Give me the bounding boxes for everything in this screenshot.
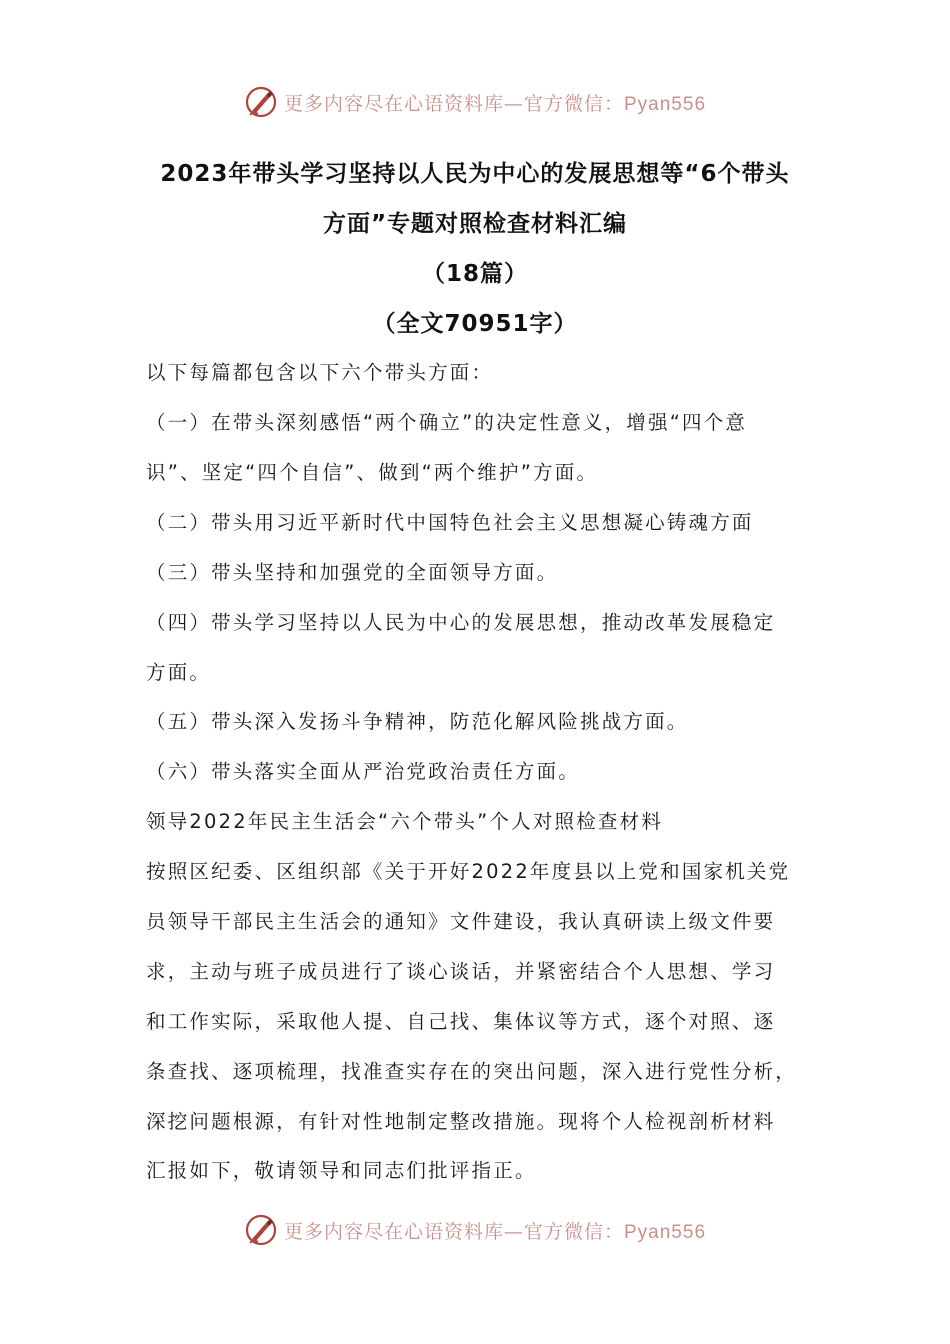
body-line: 领导2022年民主生活会“六个带头”个人对照检查材料: [146, 810, 664, 833]
body-line: 按照区纪委、区组织部《关于开好2022年度县以上党和国家机关党: [146, 860, 791, 883]
body-line: （六）带头落实全面从严治党政治责任方面。: [146, 760, 581, 783]
document-title-line-2: 方面”专题对照检查材料汇编: [322, 211, 628, 237]
footer-banner: [0, 1210, 950, 1250]
wechat-id: Pyan556: [624, 1221, 707, 1243]
body-line: 和工作实际，采取他人提、自己找、集体议等方式，逐个对照、逐: [146, 1010, 776, 1033]
header-banner: [0, 82, 950, 122]
banner-text: 更多内容尽在心语资料库—官方微信：Pyan556: [283, 92, 707, 115]
body-line: （五）带头深入发扬斗争精神，防范化解风险挑战方面。: [146, 710, 689, 733]
document-title-line-1: 2023年带头学习坚持以人民为中心的发展思想等“6个带头: [160, 161, 790, 187]
body-line: 条查找、逐项梳理，找准查实存在的突出问题，深入进行党性分析，: [146, 1060, 798, 1083]
body-line: 方面。: [146, 661, 212, 684]
body-line: （四）带头学习坚持以人民为中心的发展思想，推动改革发展稳定: [146, 611, 776, 634]
body-line: 深挖问题根源，有针对性地制定整改措施。现将个人检视剖析材料: [146, 1110, 776, 1133]
wechat-id: Pyan556: [624, 93, 707, 115]
body-line: 以下每篇都包含以下六个带头方面：: [146, 361, 494, 384]
body-line: 求，主动与班子成员进行了谈心谈话，并紧密结合个人思想、学习: [146, 960, 776, 983]
banner-text: 更多内容尽在心语资料库—官方微信：Pyan556: [283, 1220, 707, 1243]
body-line: （三）带头坚持和加强党的全面领导方面。: [146, 561, 559, 584]
pen-logo-icon: [244, 1213, 278, 1247]
word-count: （全文70951字）: [372, 311, 578, 337]
pen-logo-icon: [244, 85, 278, 119]
body-line: 汇报如下，敬请领导和同志们批评指正。: [146, 1159, 537, 1182]
body-line: 识”、坚定“四个自信”、做到“两个维护”方面。: [146, 461, 599, 484]
body-line: （二）带头用习近平新时代中国特色社会主义思想凝心铸魂方面: [146, 511, 754, 534]
article-count: （18篇）: [421, 261, 528, 287]
body-line: （一）在带头深刻感悟“两个确立”的决定性意义，增强“四个意: [146, 411, 748, 434]
body-line: 员领导干部民主生活会的通知》文件建设，我认真研读上级文件要: [146, 910, 776, 933]
